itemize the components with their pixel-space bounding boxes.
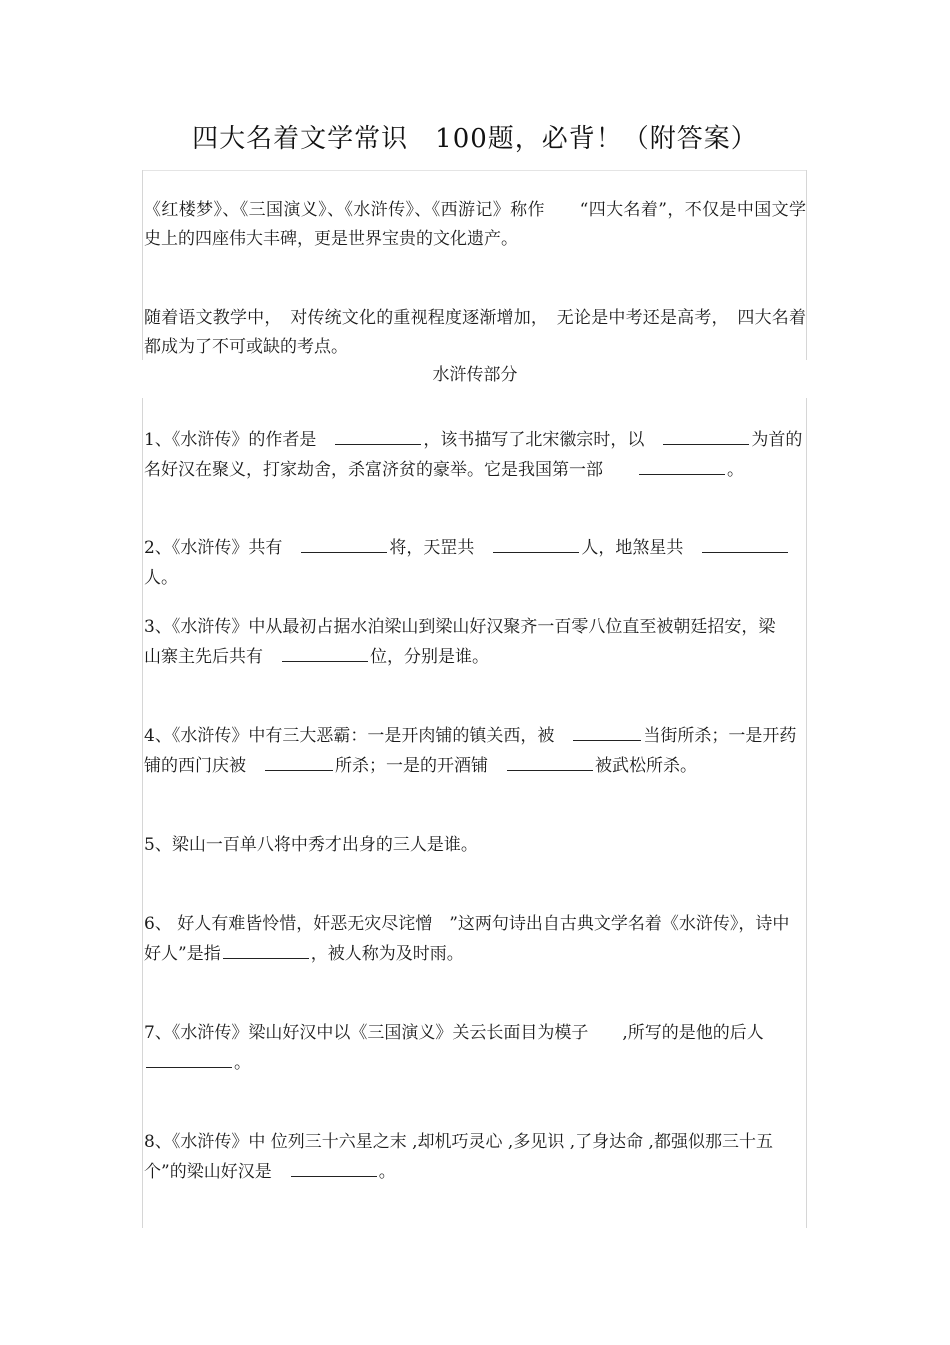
frame-left-top	[142, 170, 143, 360]
question-text: 1、《水浒传》的作者是	[144, 430, 334, 450]
question-text: 人。	[144, 568, 178, 588]
question-3	[144, 612, 784, 672]
answer-blank[interactable]	[282, 645, 368, 662]
question-8	[144, 1127, 806, 1187]
question-text: 当街所杀；一是开药铺的西门庆被	[144, 726, 797, 776]
answer-blank[interactable]	[291, 1160, 377, 1177]
answer-blank[interactable]	[301, 536, 387, 553]
question-text: 将，天罡共	[389, 538, 492, 558]
question-text: 。	[234, 1053, 251, 1073]
title-rule	[143, 170, 807, 171]
answer-blank[interactable]	[663, 428, 749, 445]
answer-blank[interactable]	[265, 754, 333, 771]
question-text: 位，分别是谁。	[370, 647, 489, 667]
answer-blank[interactable]	[639, 458, 725, 475]
question-text: 所杀；一是的开酒铺	[335, 756, 505, 776]
question-1	[144, 425, 806, 485]
answer-blank[interactable]	[335, 428, 421, 445]
question-text: ，该书描写了北宋徽宗时，以	[423, 430, 662, 450]
answer-blank[interactable]	[223, 942, 309, 959]
question-text: 2、《水浒传》共有	[144, 538, 300, 558]
answer-blank[interactable]	[573, 724, 641, 741]
answer-blank[interactable]	[507, 754, 593, 771]
question-6	[144, 909, 806, 969]
answer-blank[interactable]	[702, 536, 788, 553]
question-text: 为首的名好汉在聚义，打家劫舍，杀富济贫的豪举。它是我国第一部	[144, 430, 803, 480]
question-text: 6、 好人有难皆怜惜，奸恶无灾尽诧憎 ”这两句诗出自古典文学名着《水浒传》，诗中 好人”是指	[144, 914, 790, 964]
question-4	[144, 721, 806, 781]
frame-right-top	[806, 170, 807, 360]
question-7	[144, 1018, 806, 1078]
answer-blank[interactable]	[146, 1051, 232, 1068]
answer-blank[interactable]	[493, 536, 579, 553]
question-text: 4、《水浒传》中有三大恶霸：一是开肉铺的镇关西，被	[144, 726, 572, 746]
frame-right-bottom	[806, 398, 807, 1228]
intro-paragraph-1: 《红楼梦》、《三国演义》、《水浒传》、《西游记》称作 “四大名着”，不仅是中国文学史上的四座伟大丰碑，更是世界宝贵的文化遗产。	[144, 200, 806, 249]
question-2	[144, 533, 806, 593]
intro-paragraph-2: 随着语文教学中， 对传统文化的重视程度逐渐增加， 无论是中考还是高考， 四大名着都成为了不可或缺的考点。	[144, 308, 806, 357]
document-title: 四大名着文学常识 100题，必背！（附答案）	[192, 124, 758, 154]
question-5: 5、梁山一百单八将中秀才出身的三人是谁。	[144, 835, 478, 855]
question-text: 8、《水浒传》中 位列三十六星之末 ,却机巧灵心 ,多见识 ,了身达命 ,都强似那三十五个”的梁山好汉是	[144, 1132, 773, 1182]
question-text: 。	[727, 460, 744, 480]
frame-left-bottom	[142, 398, 143, 1228]
question-text: 7、《水浒传》梁山好汉中以《三国演义》关云长面目为模子 ,所写的是他的后人	[144, 1023, 764, 1043]
question-text: 人，地煞星共	[581, 538, 701, 558]
section-title: 水浒传部分	[432, 365, 518, 385]
question-text: 被武松所杀。	[595, 756, 697, 776]
question-text: 。	[378, 1162, 396, 1182]
question-text: 3、《水浒传》中从最初占据水泊梁山到梁山好汉聚齐一百零八位直至被朝廷招安，梁山寨主先后共有	[144, 617, 776, 667]
question-text: ，被人称为及时雨。	[310, 944, 464, 964]
